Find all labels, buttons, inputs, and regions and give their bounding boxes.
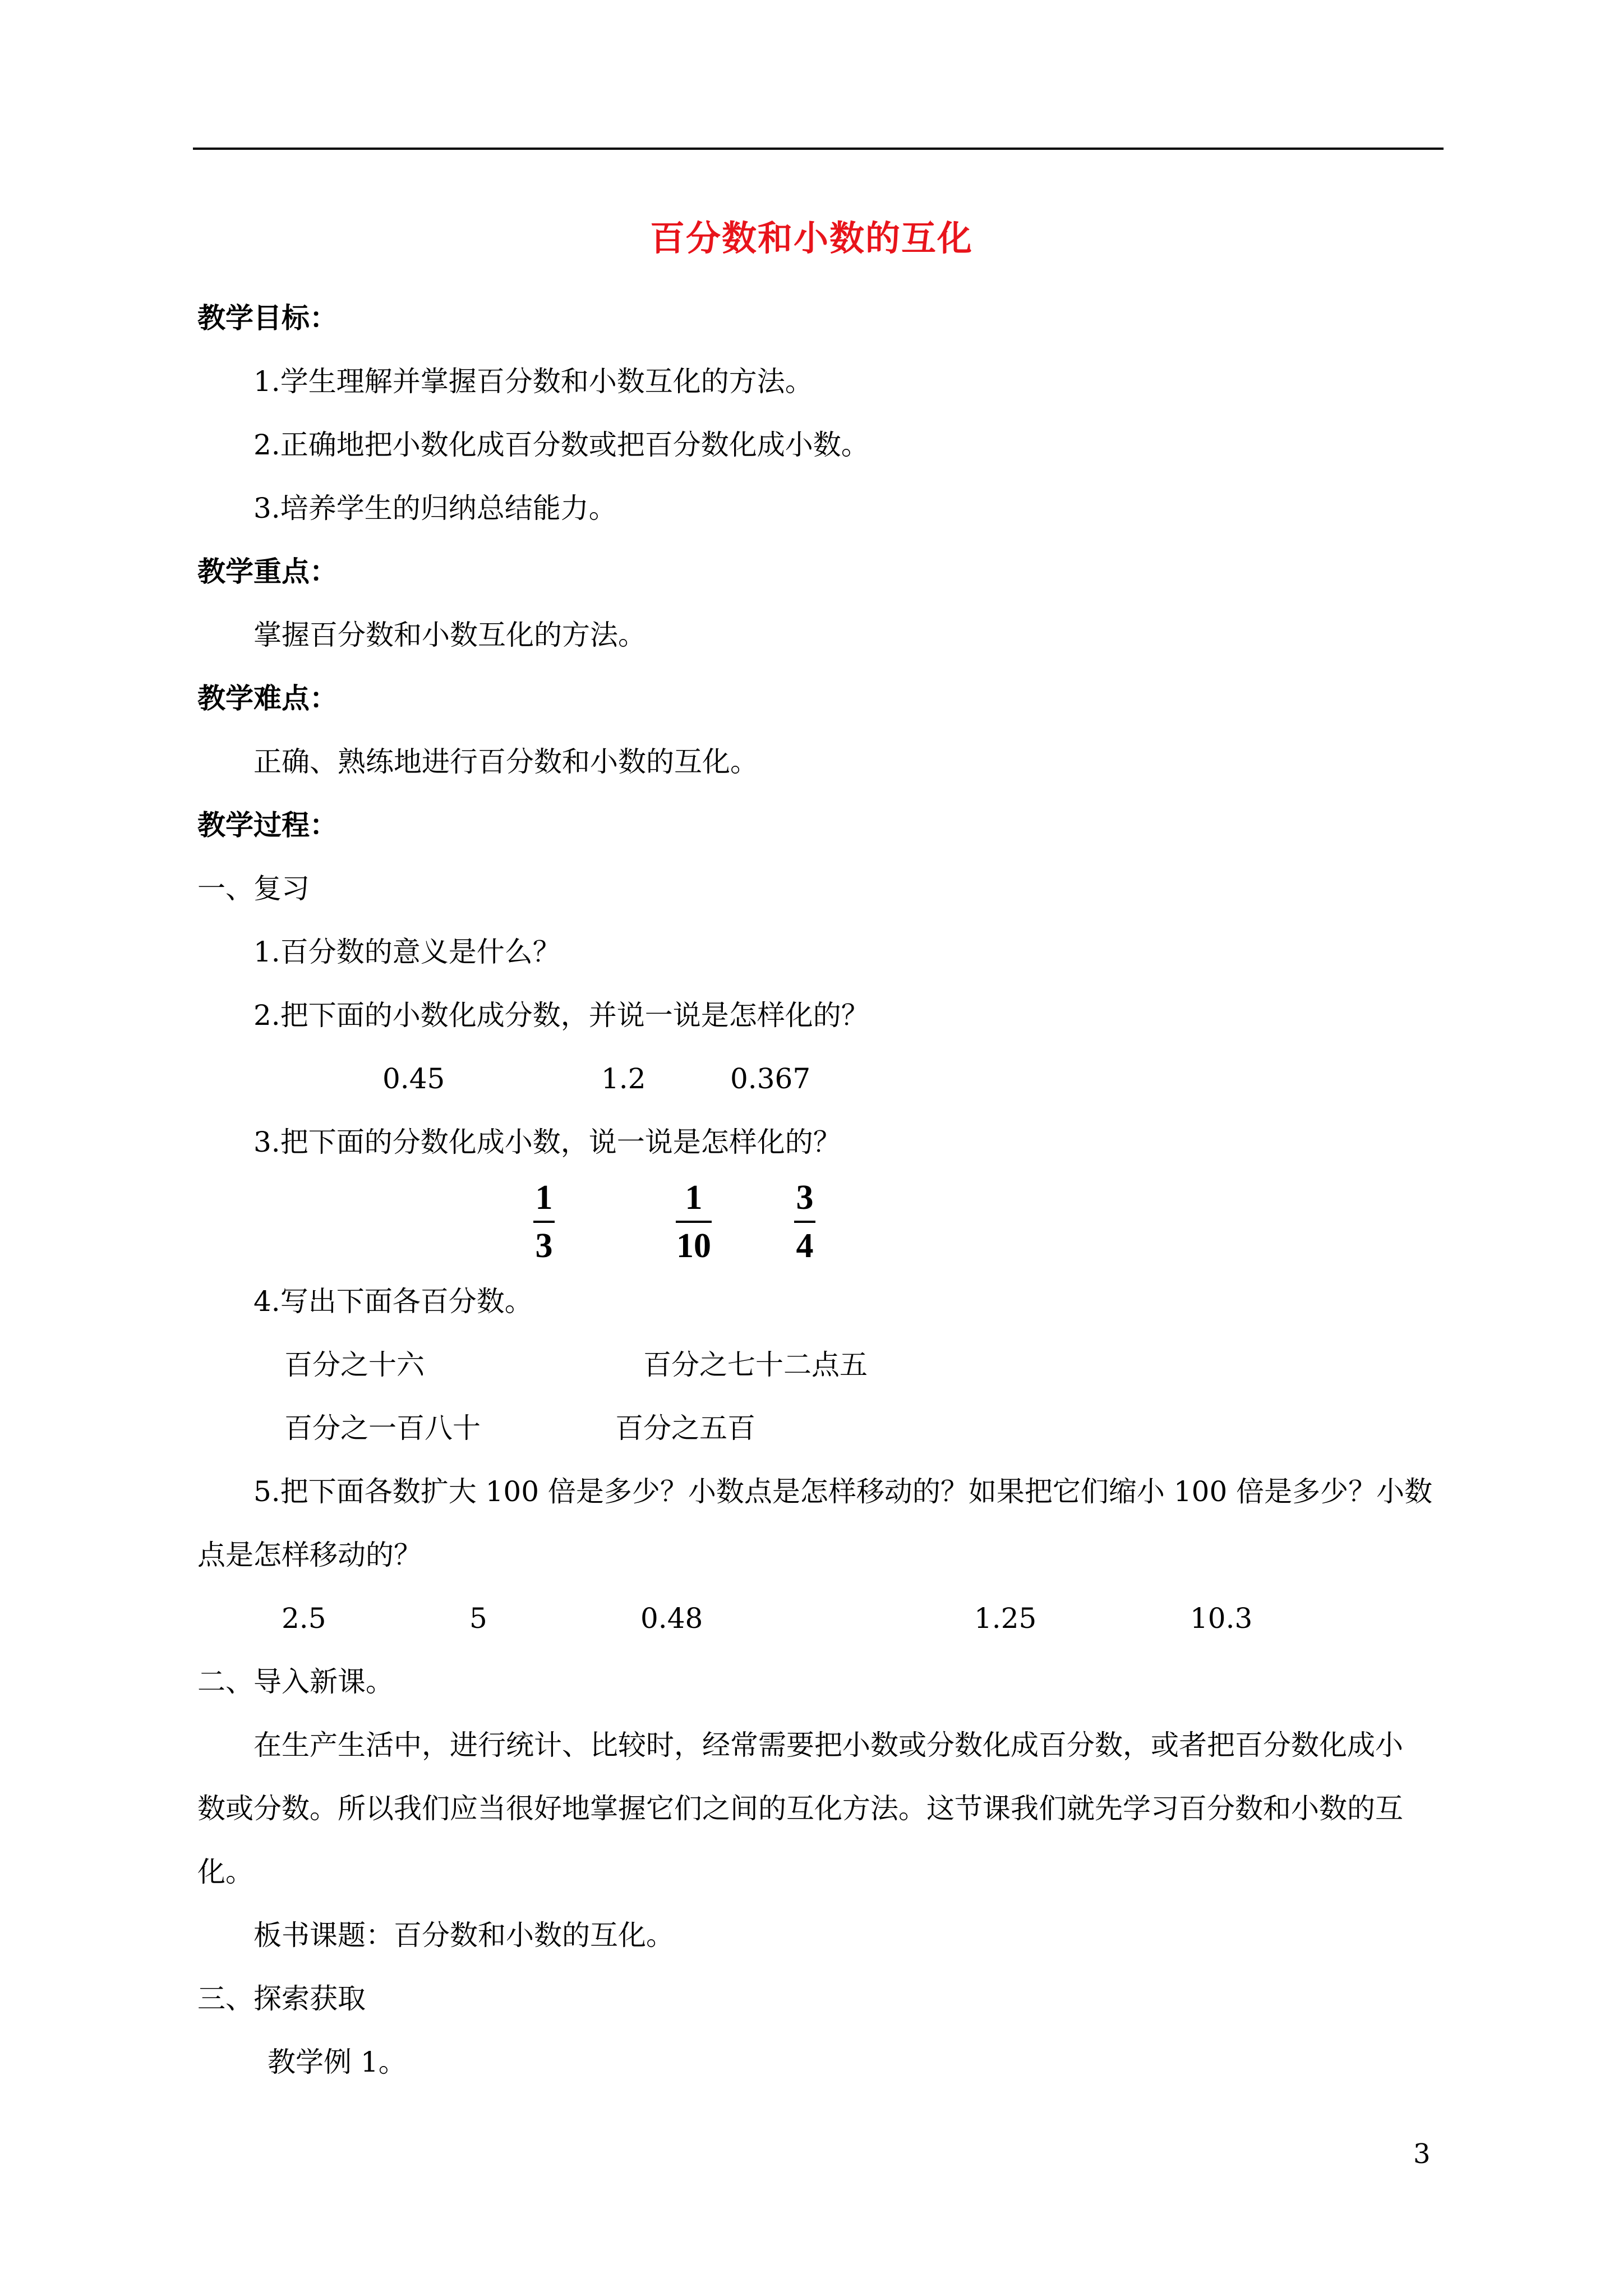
difficulty-text: 正确、熟练地进行百分数和小数的互化。 (253, 746, 758, 778)
difficulty-heading: 教学难点： (197, 682, 338, 715)
percent-words-item: 百分之五百 (615, 1412, 755, 1444)
page-title: 百分数和小数的互化 (649, 218, 973, 259)
intro-paragraph-line-1: 在生产生活中，进行统计、比较时，经常需要把小数或分数化成百分数，或者把百分数化成小 (253, 1729, 1403, 1761)
number-value: 2.5 (282, 1602, 326, 1635)
fraction-numerator: 3 (796, 1179, 814, 1217)
fraction (522, 1178, 566, 1266)
header-rule (193, 148, 1444, 150)
fraction-bar (794, 1221, 815, 1223)
intro-heading: 二、导入新课。 (197, 1665, 394, 1698)
fraction (671, 1178, 716, 1266)
objective-item-3: 3.培养学生的归纳总结能力。 (253, 492, 617, 524)
review-question-2: 2.把下面的小数化成分数，并说一说是怎样化的？ (253, 999, 869, 1032)
fraction-denominator: 3 (535, 1227, 553, 1265)
fraction (782, 1178, 827, 1266)
decimal-value: 0.45 (382, 1062, 445, 1095)
process-heading: 教学过程： (197, 808, 338, 841)
percent-words-item: 百分之七十二点五 (643, 1349, 868, 1381)
key-point-heading: 教学重点： (197, 555, 338, 588)
intro-paragraph-line-3: 化。 (197, 1856, 253, 1888)
fraction-numerator: 1 (685, 1179, 703, 1217)
decimal-value: 1.2 (601, 1062, 646, 1095)
fraction-denominator: 4 (796, 1227, 814, 1265)
key-point-text: 掌握百分数和小数互化的方法。 (253, 619, 646, 651)
number-value: 0.48 (640, 1602, 703, 1635)
fraction-bar (676, 1221, 712, 1223)
review-heading: 一、复习 (197, 872, 310, 905)
fraction-bar (533, 1221, 555, 1223)
percent-words-item: 百分之十六 (284, 1349, 425, 1381)
review-question-1: 1.百分数的意义是什么？ (253, 936, 561, 968)
fraction-numerator: 1 (535, 1179, 553, 1217)
number-value: 10.3 (1190, 1602, 1253, 1635)
review-question-3: 3.把下面的分数化成小数，说一说是怎样化的？ (253, 1126, 841, 1158)
review-question-4: 4.写出下面各百分数。 (253, 1285, 533, 1318)
number-value: 5 (469, 1602, 487, 1635)
objective-item-2: 2.正确地把小数化成百分数或把百分数化成小数。 (253, 429, 869, 461)
page-number: 3 (1413, 2138, 1431, 2170)
intro-paragraph-line-2: 数或分数。所以我们应当很好地掌握它们之间的互化方法。这节课我们就先学习百分数和小数的互 (197, 1792, 1403, 1825)
review-question-5-line-2: 点是怎样移动的？ (197, 1539, 422, 1571)
objective-item-1: 1.学生理解并掌握百分数和小数互化的方法。 (253, 365, 813, 398)
decimal-value: 0.367 (730, 1062, 811, 1095)
example-label: 教学例 1。 (268, 2046, 407, 2078)
percent-words-item: 百分之一百八十 (284, 1412, 481, 1444)
board-title: 板书课题：百分数和小数的互化。 (253, 1919, 674, 1952)
review-question-5-line-1: 5.把下面各数扩大 100 倍是多少？小数点是怎样移动的？如果把它们缩小 100 倍是多少？小数 (253, 1475, 1433, 1508)
fraction-denominator: 10 (676, 1227, 711, 1265)
explore-heading: 三、探索获取 (197, 1982, 366, 2015)
number-value: 1.25 (974, 1602, 1037, 1635)
objectives-heading: 教学目标： (197, 301, 338, 334)
